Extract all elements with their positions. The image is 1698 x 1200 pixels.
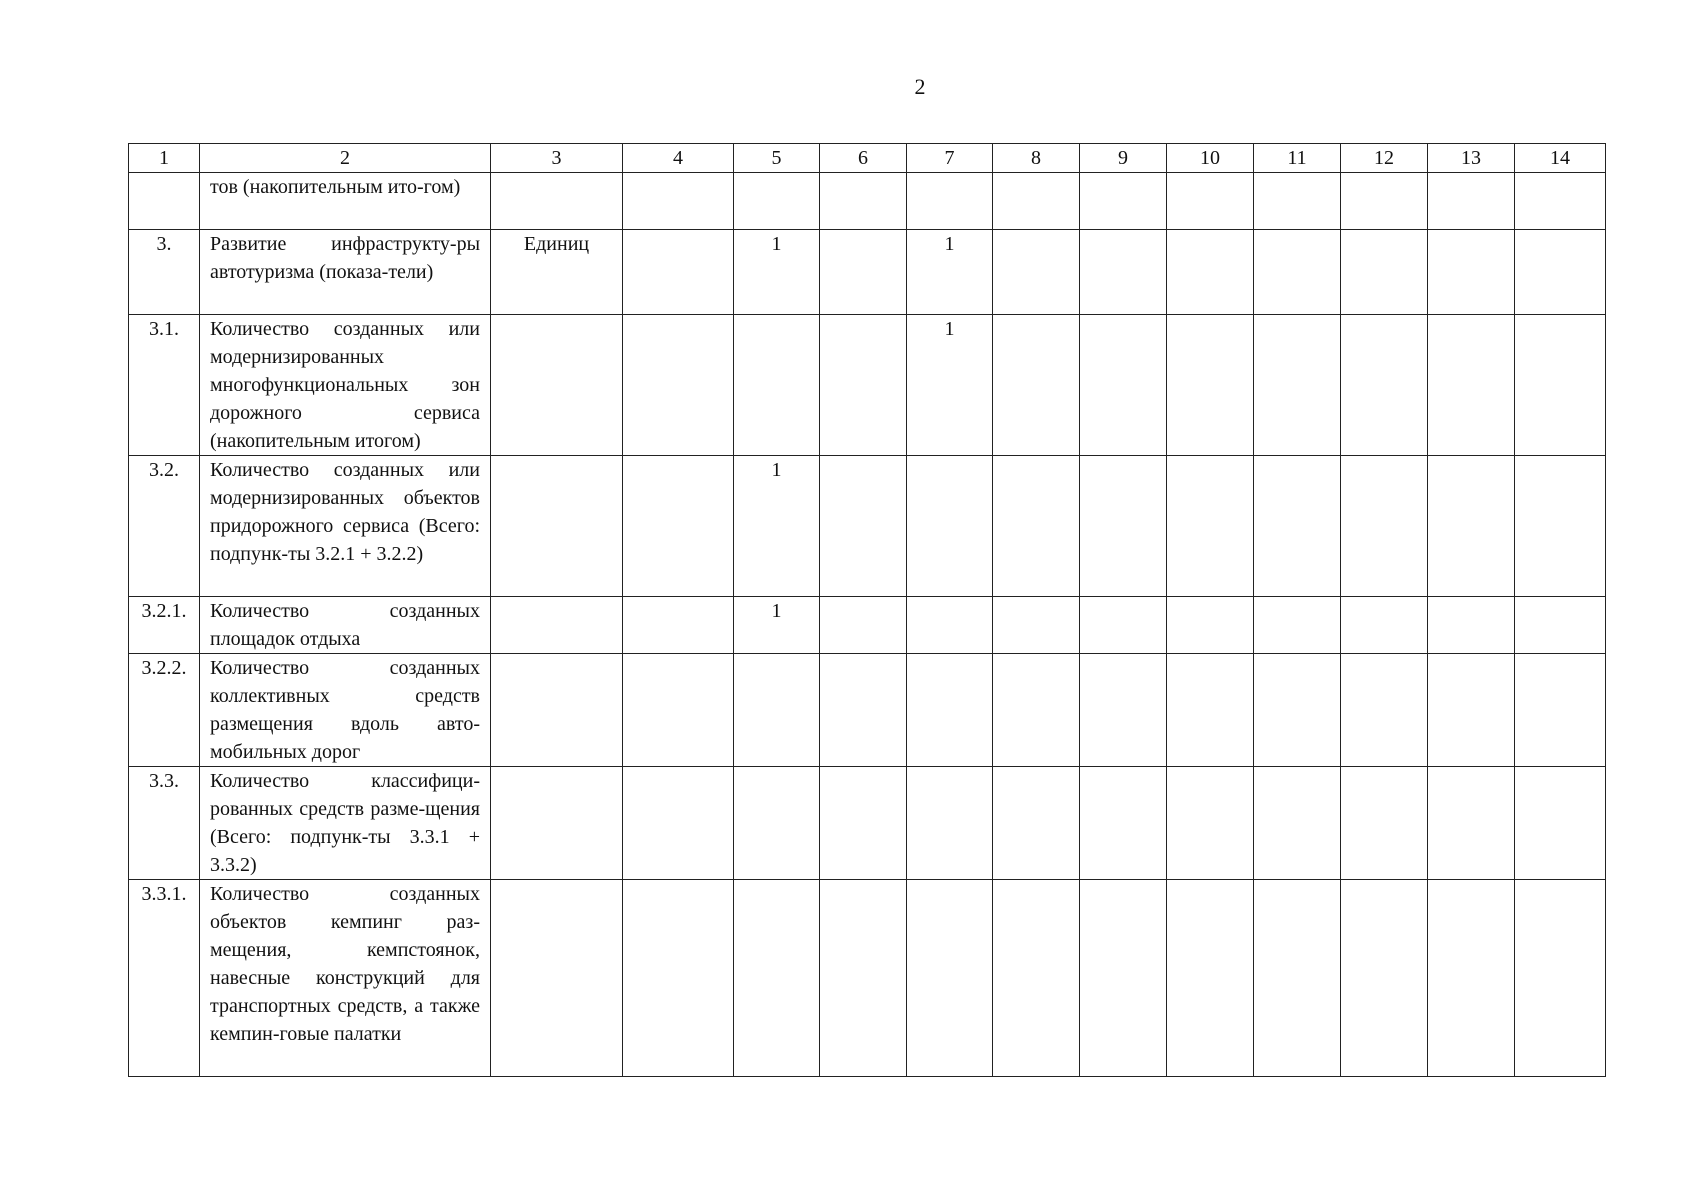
page-number: 2: [914, 74, 926, 99]
indicator-name: Количество созданных объектов кемпинг раз-мещения, кемпстоянок, навесные конструкций для транспортных средств, а также кемпин-говые палатки: [200, 880, 491, 1077]
value-cell: [993, 767, 1080, 880]
value-cell: [820, 597, 907, 654]
value-cell: [623, 230, 734, 315]
unit-cell: [491, 173, 623, 230]
value-cell: [1254, 173, 1341, 230]
table-row: [129, 767, 1606, 880]
value-cell: [1428, 230, 1515, 315]
value-cell: [993, 456, 1080, 597]
value-cell: [1080, 597, 1167, 654]
value-cell: [820, 230, 907, 315]
value-cell: [1167, 767, 1254, 880]
indicator-name: тов (накопительным ито-гом): [200, 173, 491, 230]
value-cell: [820, 173, 907, 230]
value-cell: [1428, 315, 1515, 456]
row-number: 3.2.2.: [129, 654, 200, 767]
row-number: 3.2.: [129, 456, 200, 597]
value-cell: [1254, 315, 1341, 456]
value-cell: [1428, 597, 1515, 654]
row-number: 3.1.: [129, 315, 200, 456]
value-cell: [1341, 173, 1428, 230]
value-cell: [623, 597, 734, 654]
column-header: 11: [1254, 144, 1341, 173]
value-cell: [1254, 230, 1341, 315]
value-cell: [907, 880, 993, 1077]
column-header: 7: [907, 144, 993, 173]
value-cell: [1341, 597, 1428, 654]
indicator-name: Количество классифици-рованных средств разме-щения (Всего: подпунк-ты 3.3.1 + 3.3.2): [200, 767, 491, 880]
value-cell: [1167, 456, 1254, 597]
value-cell: [1080, 767, 1167, 880]
value-cell: [1428, 173, 1515, 230]
indicator-name: Количество созданных или модернизированных многофункциональных зон дорожного сервиса (накопительным итогом): [200, 315, 491, 456]
value-cell: [1254, 767, 1341, 880]
column-header: 3: [491, 144, 623, 173]
value-cell: [1341, 315, 1428, 456]
value-cell: [1515, 654, 1606, 767]
table-row: [129, 230, 1606, 315]
column-header: 4: [623, 144, 734, 173]
value-cell: [1341, 880, 1428, 1077]
indicator-name: Развитие инфраструкту-ры автотуризма (показа-тели): [200, 230, 491, 315]
value-cell: [1428, 880, 1515, 1077]
value-cell: [734, 880, 820, 1077]
value-cell: [1515, 880, 1606, 1077]
unit-cell: [491, 315, 623, 456]
value-cell: [993, 173, 1080, 230]
value-cell: [1254, 597, 1341, 654]
row-number: 3.3.1.: [129, 880, 200, 1077]
value-cell: [993, 230, 1080, 315]
value-cell: [1080, 173, 1167, 230]
value-cell: [1341, 456, 1428, 597]
indicators-table: [128, 143, 1606, 1077]
value-cell: [1080, 880, 1167, 1077]
column-header: 14: [1515, 144, 1606, 173]
value-cell: [1167, 230, 1254, 315]
table-row: [129, 654, 1606, 767]
table-row: [129, 880, 1606, 1077]
value-cell: [1167, 654, 1254, 767]
value-cell: [907, 767, 993, 880]
value-cell: [1515, 173, 1606, 230]
table-row: [129, 597, 1606, 654]
table-header-row: [129, 144, 1606, 173]
value-cell: [1341, 654, 1428, 767]
value-cell: [1515, 767, 1606, 880]
value-cell: [623, 456, 734, 597]
value-cell: [993, 654, 1080, 767]
value-cell: [1254, 880, 1341, 1077]
value-cell: [993, 315, 1080, 456]
value-cell: [623, 654, 734, 767]
value-cell: [907, 173, 993, 230]
value-cell: [1341, 767, 1428, 880]
value-cell: [1167, 173, 1254, 230]
value-cell: [1080, 315, 1167, 456]
value-cell: 1: [907, 315, 993, 456]
value-cell: [907, 597, 993, 654]
value-cell: [1428, 456, 1515, 597]
table-row: [129, 173, 1606, 230]
value-cell: [1167, 315, 1254, 456]
row-number: 3.2.1.: [129, 597, 200, 654]
value-cell: [1254, 654, 1341, 767]
row-number: 3.: [129, 230, 200, 315]
value-cell: [734, 654, 820, 767]
value-cell: [1515, 456, 1606, 597]
value-cell: [623, 767, 734, 880]
value-cell: [1167, 880, 1254, 1077]
value-cell: [734, 315, 820, 456]
value-cell: [1515, 315, 1606, 456]
column-header: 6: [820, 144, 907, 173]
unit-cell: [491, 456, 623, 597]
column-header: 2: [200, 144, 491, 173]
table-row: [129, 456, 1606, 597]
value-cell: [993, 597, 1080, 654]
value-cell: [734, 767, 820, 880]
value-cell: 1: [734, 230, 820, 315]
value-cell: [1080, 230, 1167, 315]
unit-cell: [491, 597, 623, 654]
value-cell: 1: [907, 230, 993, 315]
value-cell: [734, 173, 820, 230]
value-cell: [1428, 767, 1515, 880]
value-cell: 1: [734, 456, 820, 597]
value-cell: [1080, 456, 1167, 597]
value-cell: [820, 456, 907, 597]
table-row: [129, 315, 1606, 456]
column-header: 8: [993, 144, 1080, 173]
value-cell: [993, 880, 1080, 1077]
column-header: 12: [1341, 144, 1428, 173]
value-cell: [907, 654, 993, 767]
value-cell: [1254, 456, 1341, 597]
value-cell: [820, 654, 907, 767]
unit-cell: [491, 880, 623, 1077]
row-number: [129, 173, 200, 230]
unit-cell: [491, 767, 623, 880]
unit-cell: [491, 654, 623, 767]
value-cell: [623, 173, 734, 230]
indicator-name: Количество созданных площадок отдыха: [200, 597, 491, 654]
value-cell: [1515, 597, 1606, 654]
value-cell: [1080, 654, 1167, 767]
value-cell: [1428, 654, 1515, 767]
value-cell: [623, 315, 734, 456]
value-cell: [1167, 597, 1254, 654]
column-header: 5: [734, 144, 820, 173]
indicator-name: Количество созданных или модернизированных объектов придорожного сервиса (Всего: подпунк-ты 3.2.1 + 3.2.2): [200, 456, 491, 597]
column-header: 13: [1428, 144, 1515, 173]
value-cell: [820, 880, 907, 1077]
value-cell: [1515, 230, 1606, 315]
unit-cell: Единиц: [491, 230, 623, 315]
value-cell: [907, 456, 993, 597]
value-cell: 1: [734, 597, 820, 654]
value-cell: [820, 767, 907, 880]
row-number: 3.3.: [129, 767, 200, 880]
value-cell: [820, 315, 907, 456]
column-header: 1: [129, 144, 200, 173]
value-cell: [623, 880, 734, 1077]
column-header: 10: [1167, 144, 1254, 173]
value-cell: [1341, 230, 1428, 315]
column-header: 9: [1080, 144, 1167, 173]
indicator-name: Количество созданных коллективных средств размещения вдоль авто-мобильных дорог: [200, 654, 491, 767]
